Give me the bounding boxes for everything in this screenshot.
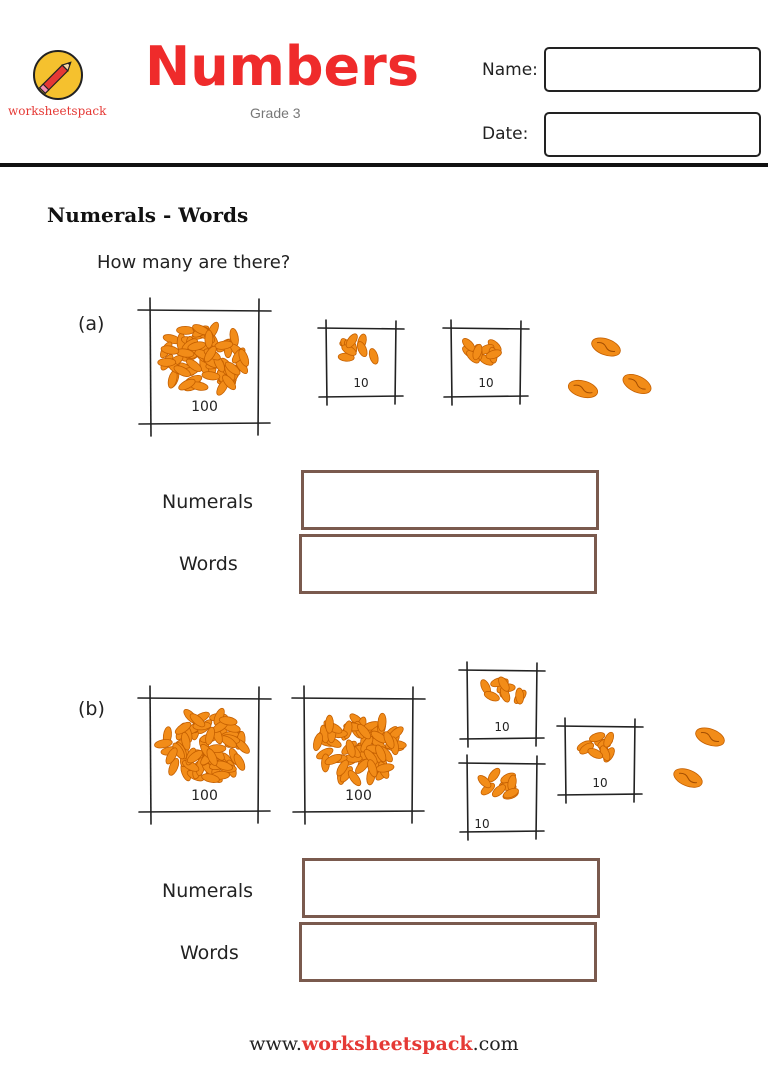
words-answer-box[interactable] [299,534,597,594]
numerals-answer-box[interactable] [302,858,600,918]
date-label: Date: [482,124,529,144]
date-field[interactable] [544,112,761,157]
single-item-icon [588,334,624,364]
footer-suffix: .com [472,1033,519,1055]
numerals-answer-box[interactable] [301,470,599,530]
single-item-icon [692,724,728,754]
instruction-text: How many are there? [97,252,291,273]
words-label: Words [179,553,238,575]
block-value: 10 [353,376,369,390]
block-value: 10 [592,776,608,790]
tens-frame-icon [318,320,404,405]
single-item-icon [619,371,655,401]
question-a-label: (a) [78,313,105,335]
tens-frame-icon [459,662,545,747]
single-item-icon [670,765,706,795]
ten-block [443,320,529,405]
name-label: Name: [482,60,538,80]
block-value: 100 [191,399,218,415]
hundreds-frame-icon [138,298,271,436]
ten-block [459,662,545,747]
logo-text: worksheetspack [8,104,107,118]
tens-frame-icon [557,718,643,803]
block-value: 10 [474,817,490,831]
question-b-label: (b) [78,698,105,720]
hundred-block [138,298,271,436]
block-value: 10 [478,376,494,390]
footer-prefix: www. [249,1033,302,1055]
pencil-logo-icon [30,50,86,100]
words-answer-box[interactable] [299,922,597,982]
block-value: 100 [345,788,372,804]
header-divider [0,163,768,167]
section-heading: Numerals - Words [47,203,249,227]
numerals-label: Numerals [162,491,254,513]
ten-block [557,718,643,803]
tens-frame-icon [443,320,529,405]
hundred-block [138,686,271,824]
block-value: 10 [494,720,510,734]
grade-label: Grade 3 [250,105,301,121]
footer-brand: worksheetspack [301,1033,473,1055]
words-label: Words [180,942,239,964]
block-value: 100 [191,788,218,804]
name-field[interactable] [544,47,761,92]
ten-block [318,320,404,405]
ten-block [459,755,545,840]
hundred-block [292,686,425,824]
numerals-label: Numerals [162,880,254,902]
single-item-icon [565,376,601,406]
page-title: Numbers [145,35,419,98]
footer-url [0,1033,768,1055]
